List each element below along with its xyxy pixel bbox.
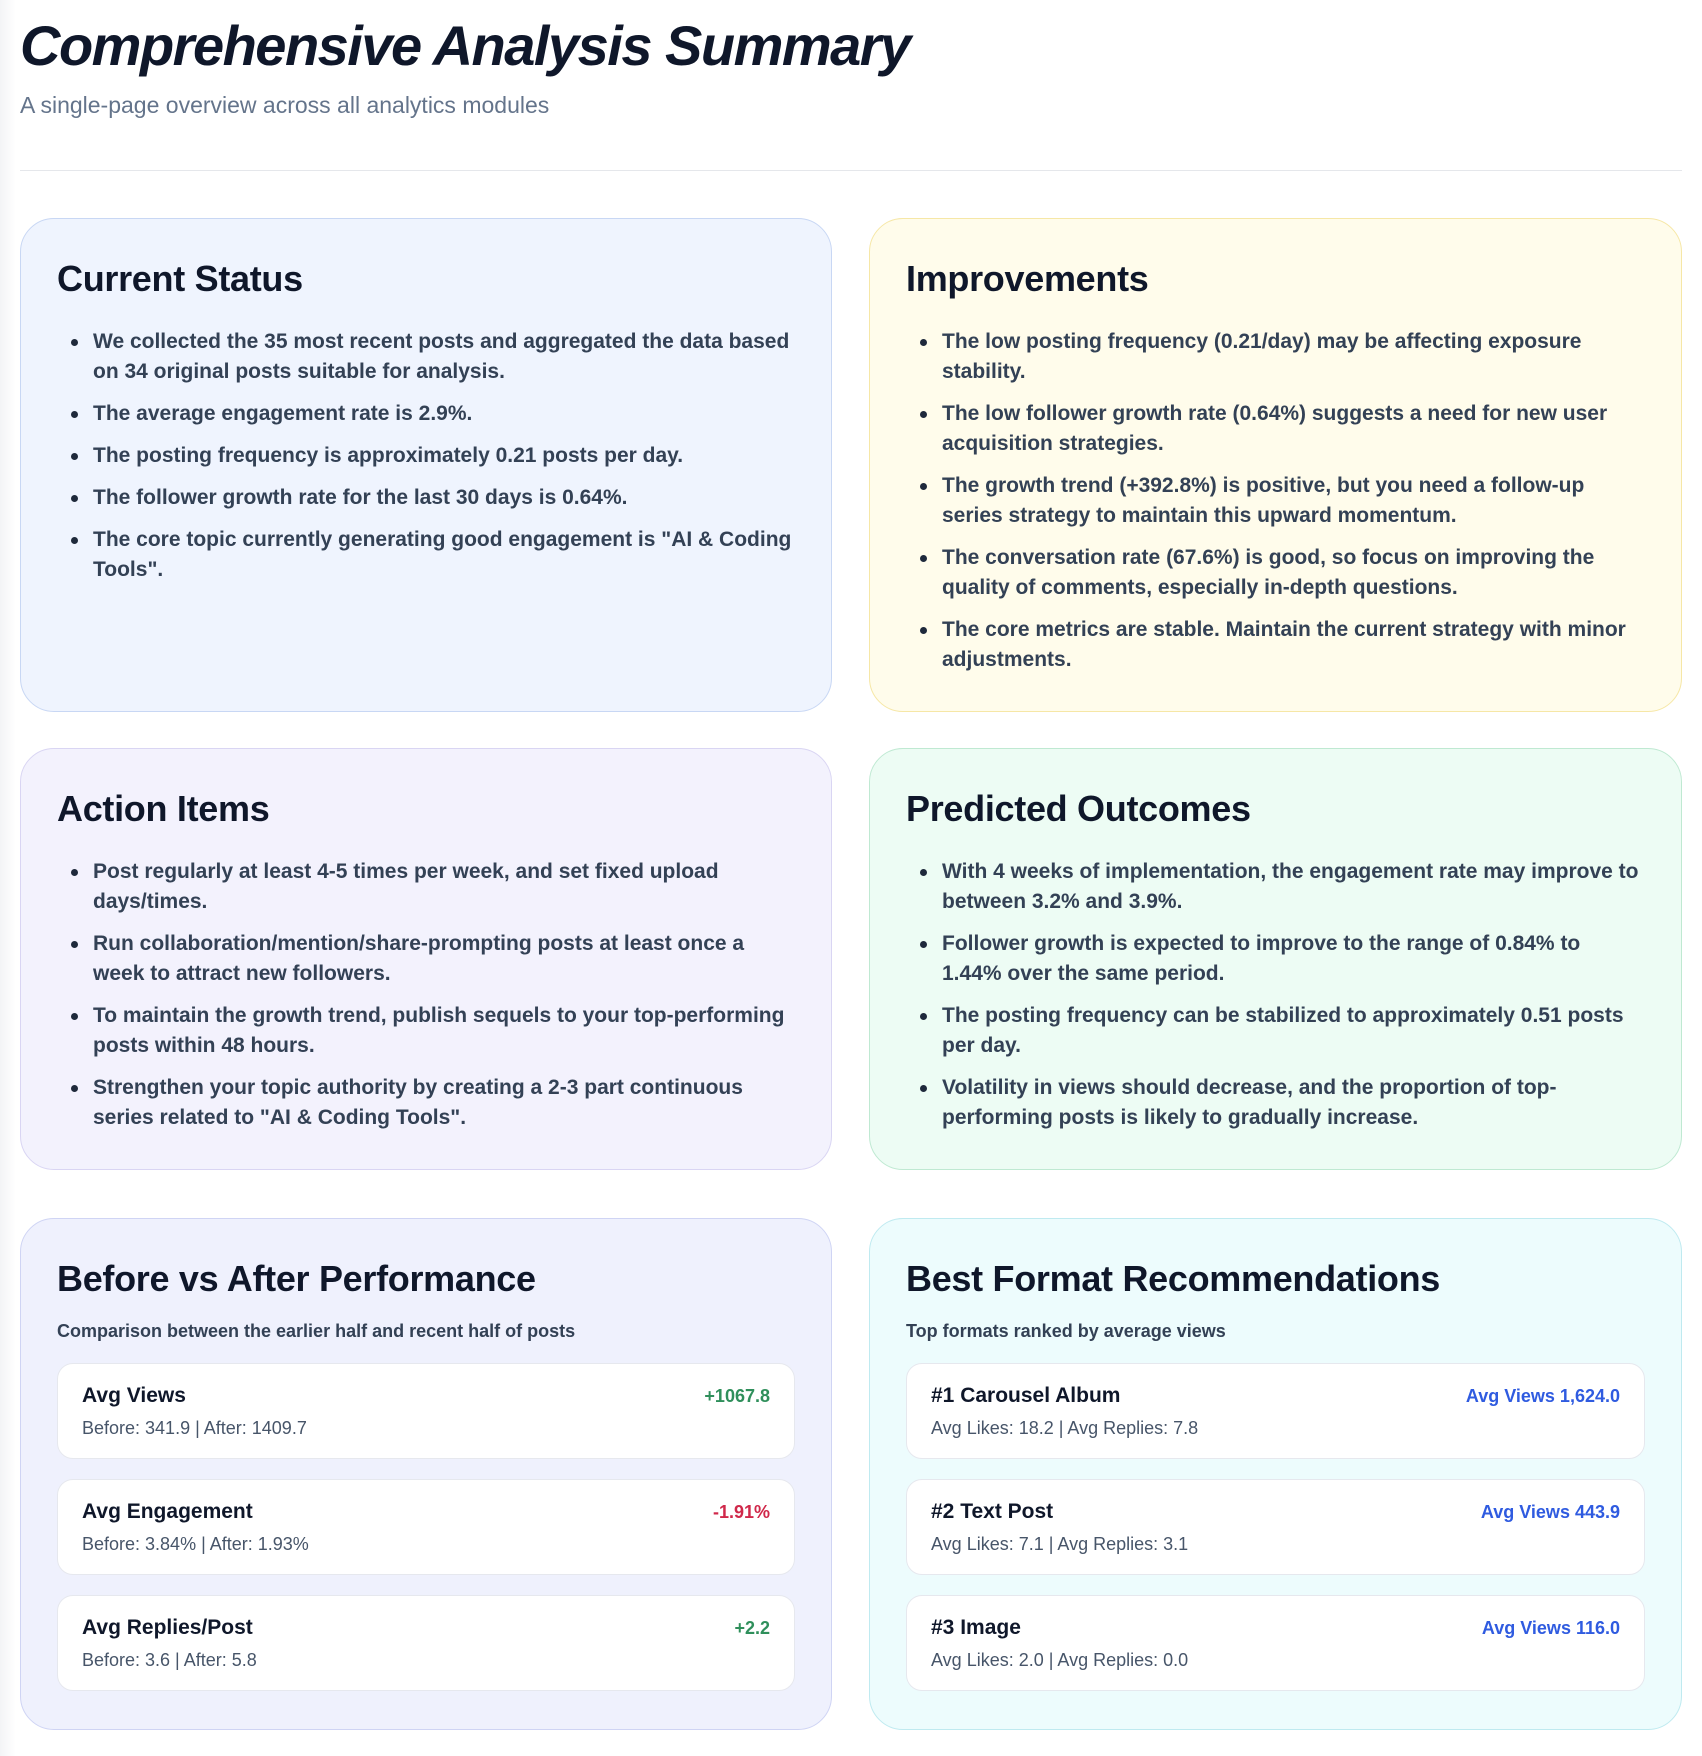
list-item: We collected the 35 most recent posts and aggregated the data based on 34 original posts suitable for analysis.	[93, 327, 795, 387]
metric-detail: Before: 3.6 | After: 5.8	[82, 1650, 257, 1670]
format-row-image	[906, 1595, 1645, 1691]
card-title: Best Format Recommendations	[906, 1258, 1441, 1299]
metric-row-avg-replies	[57, 1595, 795, 1691]
card-title: Before vs After Performance	[57, 1258, 536, 1299]
list-item: The core metrics are stable. Maintain the current strategy with minor adjustments.	[942, 615, 1645, 675]
before-after-card	[20, 1218, 832, 1730]
metric-row-avg-engagement	[57, 1479, 795, 1575]
metric-delta: +1067.8	[704, 1386, 770, 1406]
improvements-list	[906, 327, 1645, 675]
page-subtitle: A single-page overview across all analytics modules	[20, 92, 550, 118]
current-status-list	[57, 327, 795, 585]
list-item: The posting frequency can be stabilized to approximately 0.51 posts per day.	[942, 1001, 1645, 1061]
list-item: Follower growth is expected to improve to the range of 0.84% to 1.44% over the same period.	[942, 929, 1645, 989]
metric-delta: -1.91%	[712, 1502, 770, 1522]
format-views: Avg Views 443.9	[1480, 1502, 1620, 1522]
page-header	[20, 14, 1682, 120]
list-item: The follower growth rate for the last 30 days is 0.64%.	[93, 483, 795, 513]
format-row-text-post	[906, 1479, 1645, 1575]
format-name: #1 Carousel Album	[931, 1384, 1121, 1407]
page-title: Comprehensive Analysis Summary	[20, 14, 910, 77]
list-item: The average engagement rate is 2.9%.	[93, 399, 795, 429]
metric-name: Avg Replies/Post	[82, 1616, 253, 1639]
card-title: Current Status	[57, 258, 303, 299]
list-item: To maintain the growth trend, publish sequels to your top-performing posts within 48 hours.	[93, 1001, 795, 1061]
predicted-outcomes-list	[906, 857, 1645, 1133]
list-item: Strengthen your topic authority by creating a 2-3 part continuous series related to "AI & Coding Tools".	[93, 1073, 795, 1133]
list-item: The low follower growth rate (0.64%) suggests a need for new user acquisition strategies.	[942, 399, 1645, 459]
list-item: Post regularly at least 4-5 times per week, and set fixed upload days/times.	[93, 857, 795, 917]
format-views: Avg Views 116.0	[1481, 1618, 1620, 1638]
card-title: Predicted Outcomes	[906, 788, 1251, 829]
metric-name: Avg Views	[82, 1384, 186, 1407]
format-detail: Avg Likes: 2.0 | Avg Replies: 0.0	[931, 1650, 1189, 1670]
metric-row-avg-views	[57, 1363, 795, 1459]
format-detail: Avg Likes: 18.2 | Avg Replies: 7.8	[931, 1418, 1199, 1438]
metric-detail: Before: 3.84% | After: 1.93%	[82, 1534, 309, 1554]
current-status-card	[20, 218, 832, 712]
list-item: The core topic currently generating good engagement is "AI & Coding Tools".	[93, 525, 795, 585]
format-views: Avg Views 1,624.0	[1465, 1386, 1620, 1406]
list-item: Run collaboration/mention/share-prompting posts at least once a week to attract new followers.	[93, 929, 795, 989]
action-items-list	[57, 857, 795, 1133]
list-item: The growth trend (+392.8%) is positive, but you need a follow-up series strategy to maintain this upward momentum.	[942, 471, 1645, 531]
list-item: Volatility in views should decrease, and the proportion of top-performing posts is likely to gradually increase.	[942, 1073, 1645, 1133]
metric-detail: Before: 341.9 | After: 1409.7	[82, 1418, 307, 1438]
predicted-outcomes-card	[869, 748, 1682, 1170]
action-items-card	[20, 748, 832, 1170]
list-item: The low posting frequency (0.21/day) may be affecting exposure stability.	[942, 327, 1645, 387]
metric-name: Avg Engagement	[82, 1500, 253, 1523]
card-title: Improvements	[906, 258, 1149, 299]
list-item: The conversation rate (67.6%) is good, so focus on improving the quality of comments, especially in-depth questions.	[942, 543, 1645, 603]
card-title: Action Items	[57, 788, 270, 829]
list-item: The posting frequency is approximately 0.21 posts per day.	[93, 441, 795, 471]
list-item: With 4 weeks of implementation, the engagement rate may improve to between 3.2% and 3.9%.	[942, 857, 1645, 917]
card-subtitle: Comparison between the earlier half and recent half of posts	[57, 1321, 576, 1341]
improvements-card	[869, 218, 1682, 712]
format-name: #3 Image	[931, 1616, 1021, 1639]
metric-delta: +2.2	[734, 1618, 770, 1638]
card-subtitle: Top formats ranked by average views	[906, 1321, 1226, 1341]
format-name: #2 Text Post	[931, 1500, 1054, 1523]
format-row-carousel-album	[906, 1363, 1645, 1459]
format-detail: Avg Likes: 7.1 | Avg Replies: 3.1	[931, 1534, 1189, 1554]
best-formats-card	[869, 1218, 1682, 1730]
header-divider	[20, 170, 1682, 171]
